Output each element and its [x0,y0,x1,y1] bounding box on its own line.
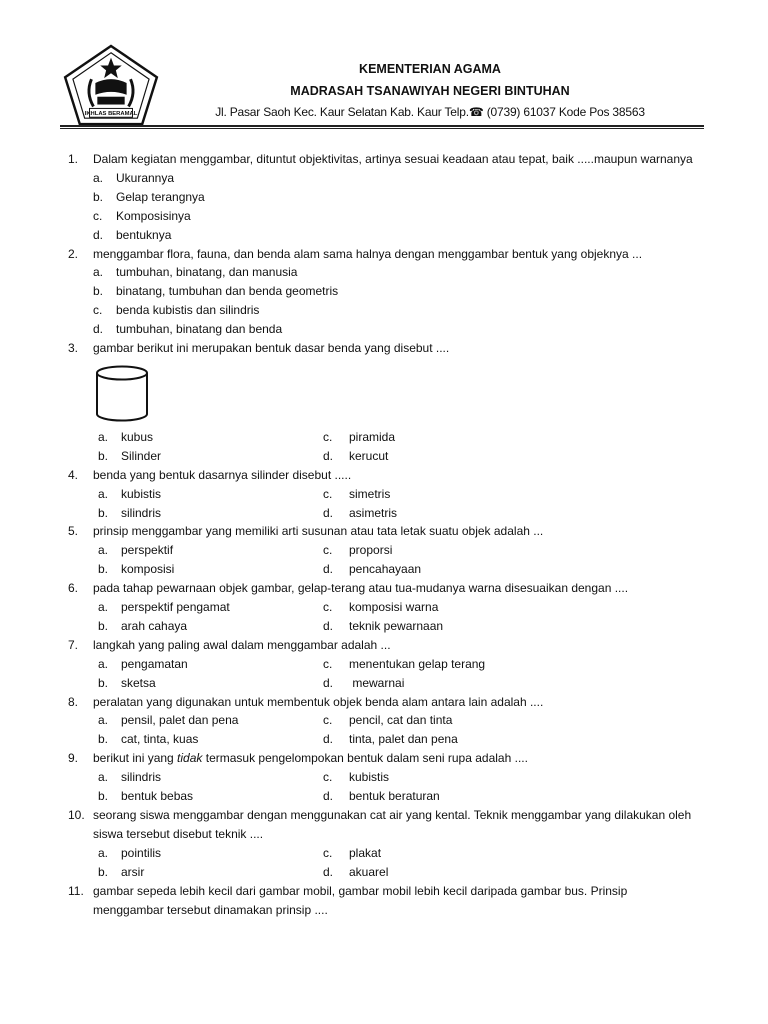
cylinder-figure [0,358,768,428]
option-2a: a. tumbuhan, binatang, dan manusia [93,265,298,280]
question-11: 11. gambar sepeda lebih kecil dari gambar mobil, gambar mobil lebih kecil daripada gambar bus. Prinsip menggambar tersebut dinamakan prinsip .... [68,883,628,917]
question-10: 10. seorang siswa menggambar dengan menggunakan cat air yang kental. Teknik menggambar yang dilakukan oleh siswa tersebut disebut teknik .... [68,807,692,841]
options-q4: a. kubistis b. silindris c. simetris d. asimetris [98,486,398,520]
header-rule-thick [60,125,704,127]
question-7: 7. langkah yang paling awal dalam menggambar adalah ... [68,637,391,652]
question-text: menggambar flora, fauna, dan benda alam sama halnya dengan menggambar bentuk yang objeknya ... [93,246,643,261]
question-3: 3. gambar berikut ini merupakan bentuk dasar benda yang disebut .... [68,341,450,356]
question-6: 6. pada tahap pewarnaan objek gambar, gelap-terang atau tua-mudanya warna disesuaikan dengan .... [68,581,629,596]
option-2c: c. benda kubistis dan silindris [93,303,260,318]
options-q6: a. perspektif pengamat b. arah cahaya c. komposisi warna d. teknik pewarnaan [98,600,444,633]
question-text: langkah yang paling awal dalam menggambar adalah ... [93,637,391,652]
question-list [0,150,768,919]
question-text: prinsip menggambar yang memiliki arti susunan atau tata letak suatu objek adalah ... [93,524,544,539]
question-text: gambar berikut ini merupakan bentuk dasar benda yang disebut .... [93,341,450,356]
option-1c: c. Komposisinya [93,208,191,223]
question-text: pada tahap pewarnaan objek gambar, gelap-terang atau tua-mudanya warna disesuaikan dengan .... [93,581,629,596]
option-2b: b. binatang, tumbuhan dan benda geometris [93,284,339,299]
question-text: peralatan yang digunakan untuk membentuk objek benda alam antara lain adalah .... [93,694,544,709]
option-1d: d. bentuknya [93,227,172,242]
letterhead [0,0,768,130]
question-8: 8. peralatan yang digunakan untuk membentuk objek benda alam antara lain adalah .... [68,694,544,709]
option-2d: d. tumbuhan, binatang dan benda [93,322,283,337]
option-1a: a. Ukurannya [93,170,175,185]
options-q9: a. silindris b. bentuk bebas c. kubistis d. bentuk beraturan [98,770,440,804]
option-1b: b. Gelap terangnya [93,189,205,204]
question-text: berikut ini yang tidak termasuk pengelompokan bentuk dalam seni rupa adalah .... [93,751,528,766]
cylinder-icon [94,364,150,424]
options-q10: a. pointilis b. arsir c. plakat d. akuarel [98,845,389,879]
options-q8: a. pensil, palet dan pena b. cat, tinta, kuas c. pencil, cat dan tinta d. tinta, palet dan pena [98,713,458,747]
ministry-name: KEMENTERIAN AGAMA [359,62,501,76]
question-text: seorang siswa menggambar dengan menggunakan cat air yang kental. Teknik menggambar yang dilakukan oleh siswa tersebut disebut teknik .... [93,807,692,841]
school-name: MADRASAH TSANAWIYAH NEGERI BINTUHAN [290,84,570,98]
options-q7: a. pengamatan b. sketsa c. menentukan gelap terang d. mewarnai [98,656,486,690]
school-address: Jl. Pasar Saoh Kec. Kaur Selatan Kab. Kaur Telp.☎ (0739) 61037 Kode Pos 38563 [215,105,645,119]
question-2: 2. menggambar flora, fauna, dan benda alam sama halnya dengan menggambar bentuk yang objeknya ... [68,246,643,261]
options-q3: a. kubus b. Silinder c. piramida d. kerucut [98,429,396,463]
question-text: Dalam kegiatan menggambar, dituntut objektivitas, artinya sesuai keadaan atau tepat, baik .....maupun warnanya [93,152,693,166]
kemenag-emblem-icon [62,44,160,126]
question-text: benda yang bentuk dasarnya silinder disebut ..... [93,467,352,482]
header-rule-thin [60,128,704,129]
question-9: 9. berikut ini yang tidak termasuk pengelompokan bentuk dalam seni rupa adalah .... [68,751,528,766]
logo-motto: IKHLAS BERAMAL [84,111,138,118]
options-q5: a. perspektif b. komposisi c. proporsi d. pencahayaan [98,543,422,577]
question-1: 1. Dalam kegiatan menggambar, dituntut objektivitas, artinya sesuai keadaan atau tepat, baik .....maupun warnanya [68,152,693,166]
question-text: gambar sepeda lebih kecil dari gambar mobil, gambar mobil lebih kecil daripada gambar bus. Prinsip menggambar tersebut dinamakan prinsip .... [93,883,628,917]
question-5: 5. prinsip menggambar yang memiliki arti susunan atau tata letak suatu objek adalah ... [68,524,544,539]
question-4: 4. benda yang bentuk dasarnya silinder disebut ..... [68,467,352,482]
